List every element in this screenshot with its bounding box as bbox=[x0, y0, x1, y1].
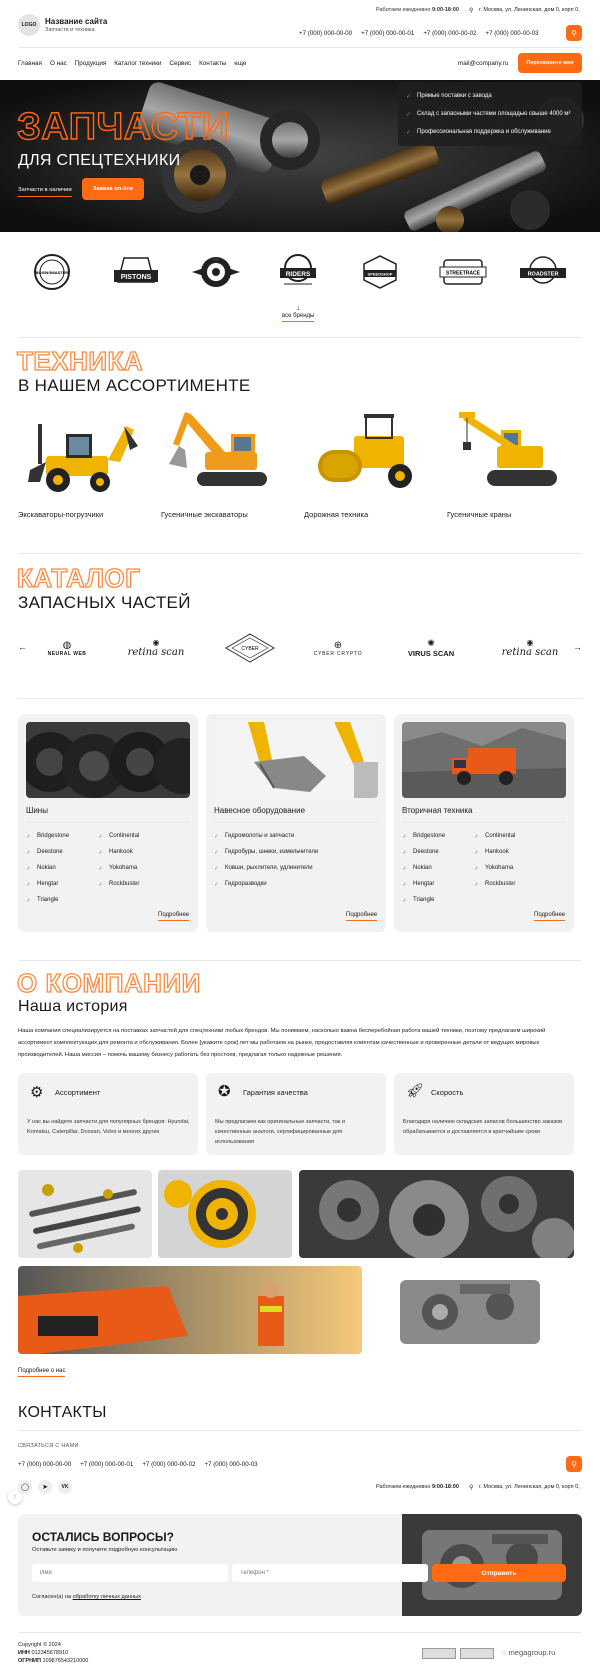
check-icon: ✓ bbox=[474, 865, 480, 872]
consent-link[interactable]: обработку личных данных bbox=[72, 1594, 141, 1600]
feature-title: Гарантия качества bbox=[243, 1088, 308, 1097]
category-title: Вторичная техника bbox=[402, 806, 473, 815]
brand-logo[interactable] bbox=[438, 252, 488, 292]
gallery-image-sprocket[interactable] bbox=[158, 1170, 292, 1258]
contacts-title: КОНТАКТЫ bbox=[18, 1404, 107, 1421]
carousel-next-button[interactable] bbox=[573, 642, 582, 652]
check-icon: ✓ bbox=[474, 881, 480, 888]
phone-link[interactable]: +7 (000) 000-00-03 bbox=[485, 30, 539, 37]
check-icon: ✓ bbox=[474, 833, 480, 840]
location-icon: ⚲ bbox=[469, 8, 474, 14]
list-item[interactable]: ✓ Triangle bbox=[26, 897, 59, 904]
about-more-link[interactable]: Подробнее о нас bbox=[18, 1368, 65, 1377]
feature-text: Благодаря наличию складских запасов большинство заказов обрабатывается и доставляется в кратчайшие сроки bbox=[403, 1119, 563, 1135]
list-item[interactable]: ✓ Nokian bbox=[402, 865, 432, 872]
category-card-used[interactable] bbox=[394, 714, 574, 932]
section-divider bbox=[18, 337, 582, 338]
about-title: Наша история bbox=[18, 998, 128, 1015]
feature-card bbox=[18, 1073, 198, 1155]
footer-divider bbox=[18, 1632, 582, 1633]
phone-link[interactable]: +7 (000) 000-00-02 bbox=[423, 30, 477, 37]
check-icon: ✓ bbox=[406, 111, 412, 118]
location-icon: ⚲ bbox=[469, 1485, 474, 1491]
hero-feature: ✓ Склад с запасными частями площадью свыше 4000 м² bbox=[406, 111, 571, 118]
check-icon: ✓ bbox=[26, 849, 32, 856]
phone-link[interactable]: +7 (000) 000-00-01 bbox=[80, 1461, 134, 1468]
contacts-address: г. Москва, ул. Ленинская, дом 0, корп 0, bbox=[479, 1484, 580, 1490]
phone-link[interactable]: +7 (000) 000-00-00 bbox=[299, 30, 353, 37]
megagroup-icon: ◌ bbox=[502, 1648, 507, 1657]
arrow-right-icon: → bbox=[573, 642, 582, 652]
arrow-left-icon: ← bbox=[18, 642, 27, 652]
list-item[interactable]: ✓ Ковши, рыхлители, удлинители bbox=[214, 865, 313, 872]
list-item[interactable]: ✓ Rockbuster bbox=[98, 881, 140, 888]
developer-link[interactable]: ◌ megagroup.ru bbox=[502, 1648, 556, 1657]
category-list bbox=[26, 828, 98, 908]
list-item[interactable]: ✓ Continental bbox=[474, 833, 516, 840]
svg-text:WHEELS: WHEELS bbox=[213, 260, 219, 261]
tires-image bbox=[26, 722, 190, 798]
machine-card-title: Гусеничные краны bbox=[447, 510, 512, 519]
list-item[interactable]: ✓ Bridgestone bbox=[402, 833, 446, 840]
scroll-top-button[interactable] bbox=[8, 1490, 22, 1504]
list-item[interactable]: ✓ Bridgestone bbox=[26, 833, 70, 840]
hero-feature: ✓ Профессиональная поддержка и обслуживание bbox=[406, 129, 551, 136]
machine-card[interactable] bbox=[304, 406, 432, 522]
phone-link[interactable]: +7 (000) 000-00-02 bbox=[142, 1461, 196, 1468]
contacts-label: СВЯЗАТЬСЯ С НАМИ bbox=[18, 1443, 79, 1449]
hero-features-panel bbox=[398, 82, 582, 146]
list-item[interactable]: ✓ Hankook bbox=[474, 849, 509, 856]
list-item[interactable]: ✓ Гидроразводки bbox=[214, 881, 267, 888]
check-icon: ✓ bbox=[402, 849, 408, 856]
check-icon: ✓ bbox=[406, 129, 412, 136]
check-icon: ✓ bbox=[214, 881, 220, 888]
svg-text:RIDERS: RIDERS bbox=[285, 271, 311, 278]
svg-text:CYBER: CYBER bbox=[241, 646, 259, 652]
list-item[interactable]: ✓ Deestone bbox=[402, 849, 439, 856]
list-item[interactable]: ✓ Yokohama bbox=[98, 865, 138, 872]
social-icons bbox=[18, 1480, 72, 1494]
nav-item-more[interactable]: еще bbox=[234, 60, 247, 67]
arrow-up-icon: ↑ bbox=[13, 1493, 17, 1501]
category-title: Шины bbox=[26, 806, 48, 815]
category-list bbox=[402, 828, 474, 908]
check-icon: ✓ bbox=[98, 881, 104, 888]
question-form bbox=[18, 1514, 582, 1616]
section-divider bbox=[18, 553, 582, 554]
catalog-brand-logo[interactable]: ◉ retina scan bbox=[501, 638, 559, 658]
check-icon: ✓ bbox=[26, 833, 32, 840]
svg-text:ROADSTER: ROADSTER bbox=[527, 271, 559, 278]
check-icon: ✓ bbox=[98, 865, 104, 872]
arrow-down-icon: ↓ bbox=[296, 303, 300, 312]
main-nav bbox=[18, 60, 254, 67]
category-list bbox=[474, 828, 566, 892]
catalog-brand-logo[interactable]: ⊕ CYBER CRYPTO bbox=[313, 639, 363, 657]
counter-badge[interactable] bbox=[422, 1648, 456, 1659]
list-item[interactable]: ✓ Deestone bbox=[26, 849, 63, 856]
quality-medal-icon: ✪ bbox=[218, 1083, 231, 1100]
check-icon: ✓ bbox=[214, 865, 220, 872]
odnoklassniki-icon[interactable]: ◯ bbox=[18, 1480, 32, 1494]
gallery-image-engine[interactable] bbox=[370, 1266, 574, 1354]
svg-text:STREETRACE: STREETRACE bbox=[446, 270, 480, 277]
list-item[interactable]: ✓ Гидробуры, шнеки, измельчители bbox=[214, 849, 319, 856]
nav-item-products[interactable]: Продукция bbox=[74, 60, 107, 67]
check-icon: ✓ bbox=[406, 93, 412, 100]
check-icon: ✓ bbox=[402, 881, 408, 888]
crawler-excavator-image bbox=[161, 406, 289, 496]
catalog-brand-logo[interactable]: ✺ VIRUS SCAN bbox=[407, 638, 455, 658]
form-title: ОСТАЛИСЬ ВОПРОСЫ? bbox=[32, 1530, 175, 1544]
list-item[interactable]: ✓ Hengtar bbox=[26, 881, 59, 888]
work-hours: Работаем ежедневно 9:00-18:00 bbox=[376, 7, 459, 13]
feature-text: Мы предлагаем как оригинальные запчасти, так и качественные аналоги, сертифицированные для использования bbox=[215, 1119, 345, 1145]
callback-button[interactable]: Перезвоните мне bbox=[518, 53, 582, 73]
category-list bbox=[214, 828, 378, 892]
gallery-image-parts[interactable] bbox=[18, 1170, 152, 1258]
crypto-icon: ⊕ bbox=[333, 639, 343, 651]
category-list bbox=[98, 828, 190, 892]
catalog-title-outline: КАТАЛОГ bbox=[17, 563, 141, 593]
telegram-icon[interactable]: ➤ bbox=[38, 1480, 52, 1494]
contacts-phones bbox=[18, 1461, 258, 1468]
phone-link[interactable]: +7 (000) 000-00-03 bbox=[204, 1461, 258, 1468]
search-icon: ⚲ bbox=[571, 1459, 577, 1469]
check-icon: ✓ bbox=[402, 833, 408, 840]
inn: ИНН 012345678910 bbox=[18, 1650, 69, 1656]
category-more-link[interactable]: Подробнее bbox=[158, 912, 189, 921]
machine-card-title: Экскаваторы-погрузчики bbox=[18, 510, 104, 519]
used-machinery-image bbox=[402, 722, 566, 798]
form-subtitle: Оставьте заявку и получите подробную консультацию bbox=[32, 1547, 178, 1553]
hero-request-button[interactable]: Заявка on-line bbox=[82, 178, 144, 200]
search-icon: ⚲ bbox=[571, 28, 577, 38]
list-item[interactable]: ✓ Hengtar bbox=[402, 881, 435, 888]
contacts-hours: Работаем ежедневно 9:00-18:00 bbox=[376, 1484, 459, 1490]
about-text: Наша компания специализируется на поставках запчастей для спецтехники любых брендов. Мы понимаем, насколько важна бесперебойная работа вашей техники, поэтому предлагаем широкий ассортимент комплектующих для ремонта и обслуживания. Более [укажите срок] лет мы работаем на рынке, предоставляя клиентам качественные и проверенные детали от ведущих мировых производителей. Наша миссия – помочь вашему бизнесу работать без простоев, предлагая только надежные решения. bbox=[18, 1028, 546, 1058]
check-icon: ✓ bbox=[26, 897, 32, 904]
vk-icon[interactable]: VK bbox=[58, 1480, 72, 1494]
svg-text:SPEEDSHOP: SPEEDSHOP bbox=[367, 271, 393, 277]
section-divider bbox=[18, 960, 582, 961]
machine-card-title: Гусеничные экскаваторы bbox=[161, 510, 248, 519]
brand-logo[interactable] bbox=[518, 252, 568, 292]
catalog-logos bbox=[38, 628, 564, 668]
backhoe-loader-image bbox=[18, 406, 146, 496]
nav-item-service[interactable]: Сервис bbox=[169, 60, 192, 67]
virus-icon: ✺ bbox=[427, 638, 435, 648]
section-divider bbox=[18, 698, 582, 699]
category-card-attachments[interactable] bbox=[206, 714, 386, 932]
catalog-title: ЗАПАСНЫХ ЧАСТЕЙ bbox=[18, 593, 191, 612]
feature-title: Скорость bbox=[431, 1088, 464, 1097]
list-item[interactable]: ✓ Гидромолоты и запчасти bbox=[214, 833, 295, 840]
gallery-image-warehouse[interactable] bbox=[18, 1266, 362, 1354]
catalog-brand-logo[interactable] bbox=[222, 628, 278, 668]
check-icon: ✓ bbox=[214, 849, 220, 856]
svg-text:BOXINGMASTER: BOXINGMASTER bbox=[35, 270, 69, 275]
feature-title: Ассортимент bbox=[55, 1088, 101, 1097]
catalog-brand-logo[interactable]: ◉ retina scan bbox=[127, 638, 185, 658]
category-more-link[interactable]: Подробнее bbox=[346, 912, 377, 921]
brand-logo[interactable] bbox=[274, 252, 322, 292]
header-phones bbox=[299, 30, 539, 37]
machine-card[interactable] bbox=[161, 406, 289, 522]
card-divider bbox=[214, 822, 378, 823]
check-icon: ✓ bbox=[214, 833, 220, 840]
list-item[interactable]: ✓ Nokian bbox=[26, 865, 56, 872]
category-title: Навесное оборудование bbox=[214, 806, 306, 815]
all-brands-link[interactable]: все бренды bbox=[282, 313, 314, 322]
machinery-title-outline: ТЕХНИКА bbox=[17, 346, 144, 376]
feature-text: У нас вы найдете запчасти для популярных брендов: Hyundai, Komatsu, Caterpillar, Doosan, Volvo и многих других bbox=[27, 1119, 190, 1135]
crawler-crane-image bbox=[447, 406, 575, 496]
hero-banner bbox=[0, 80, 600, 232]
nav-item-home[interactable]: Главная bbox=[18, 60, 42, 67]
header-email[interactable]: mail@company.ru bbox=[458, 60, 509, 67]
card-divider bbox=[402, 822, 566, 823]
brand-logo[interactable] bbox=[358, 252, 402, 292]
road-roller-image bbox=[304, 406, 432, 496]
list-item[interactable]: ✓ Rockbuster bbox=[474, 881, 516, 888]
ogrnip: ОГРНИП 109876543210000 bbox=[18, 1658, 89, 1664]
brand-logo[interactable] bbox=[110, 252, 162, 292]
category-card-tires[interactable] bbox=[18, 714, 198, 932]
header-divider bbox=[18, 47, 582, 48]
contacts-search-button[interactable] bbox=[566, 1456, 582, 1472]
check-icon: ✓ bbox=[98, 833, 104, 840]
list-item[interactable]: ✓ Yokohama bbox=[474, 865, 514, 872]
copyright: Copyright © 2024 bbox=[18, 1642, 61, 1648]
section-divider bbox=[18, 1430, 582, 1431]
nav-item-about[interactable]: О нас bbox=[49, 60, 67, 67]
machine-card-title: Дорожная техника bbox=[304, 510, 369, 519]
carousel-prev-button[interactable] bbox=[18, 642, 27, 652]
list-item[interactable]: ✓ Hankook bbox=[98, 849, 133, 856]
eye-icon: ◉ bbox=[152, 638, 160, 647]
brand-logo[interactable] bbox=[190, 252, 242, 292]
hero-feature: ✓ Прямые поставки с завода bbox=[406, 93, 492, 100]
rocket-icon: 🚀︎ bbox=[406, 1082, 424, 1098]
eye-icon: ◉ bbox=[526, 638, 534, 647]
machinery-title: В НАШЕМ АССОРТИМЕНТЕ bbox=[18, 376, 251, 395]
check-icon: ✓ bbox=[474, 849, 480, 856]
logo[interactable]: LOGO bbox=[18, 14, 40, 36]
search-button[interactable] bbox=[566, 25, 582, 41]
header-address: г. Москва, ул. Ленинская, дом 0, корп 0, bbox=[479, 7, 580, 13]
counter-badge[interactable] bbox=[460, 1648, 494, 1659]
attachments-image bbox=[214, 722, 378, 798]
category-more-link[interactable]: Подробнее bbox=[534, 912, 565, 921]
hero-subtitle: ДЛЯ СПЕЦТЕХНИКИ bbox=[18, 152, 181, 169]
hero-stock-link[interactable]: Запчасти в наличии bbox=[18, 187, 72, 197]
card-divider bbox=[26, 822, 190, 823]
list-item[interactable]: ✓ Continental bbox=[98, 833, 140, 840]
about-title-outline: О КОМПАНИИ bbox=[17, 968, 201, 998]
svg-text:PISTONS: PISTONS bbox=[120, 274, 152, 281]
check-icon: ✓ bbox=[98, 849, 104, 856]
site-tagline: Запчасти и техника bbox=[45, 27, 95, 33]
submit-button[interactable]: Отправить bbox=[432, 1564, 566, 1582]
check-icon: ✓ bbox=[26, 881, 32, 888]
check-icon: ✓ bbox=[402, 897, 408, 904]
check-icon: ✓ bbox=[26, 865, 32, 872]
feature-card bbox=[394, 1073, 574, 1155]
brand-logo[interactable] bbox=[30, 252, 74, 292]
machine-card[interactable] bbox=[447, 406, 575, 522]
gear-icon: ⚙ bbox=[30, 1084, 44, 1101]
sphere-icon: ◍ bbox=[62, 639, 72, 651]
nav-item-contacts[interactable]: Контакты bbox=[199, 60, 227, 67]
consent-text: Согласен(а) на обработку личных данных bbox=[32, 1594, 141, 1600]
site-name: Название сайта bbox=[45, 17, 108, 26]
check-icon: ✓ bbox=[402, 865, 408, 872]
hero-title: ЗАПЧАСТИ bbox=[17, 106, 230, 148]
phone-input[interactable] bbox=[232, 1564, 428, 1582]
brands-row bbox=[18, 252, 582, 296]
gallery-image-gears[interactable] bbox=[299, 1170, 574, 1258]
list-item[interactable]: ✓ Triangle bbox=[402, 897, 435, 904]
phone-link[interactable]: +7 (000) 000-00-01 bbox=[361, 30, 415, 37]
name-input[interactable] bbox=[32, 1564, 228, 1582]
machine-card[interactable] bbox=[18, 406, 146, 522]
nav-item-catalog[interactable]: Каталог техники bbox=[114, 60, 162, 67]
phone-link[interactable]: +7 (000) 000-00-00 bbox=[18, 1461, 72, 1468]
catalog-brand-logo[interactable]: ◍ NEURAL WEB bbox=[47, 639, 87, 657]
feature-card bbox=[206, 1073, 386, 1155]
